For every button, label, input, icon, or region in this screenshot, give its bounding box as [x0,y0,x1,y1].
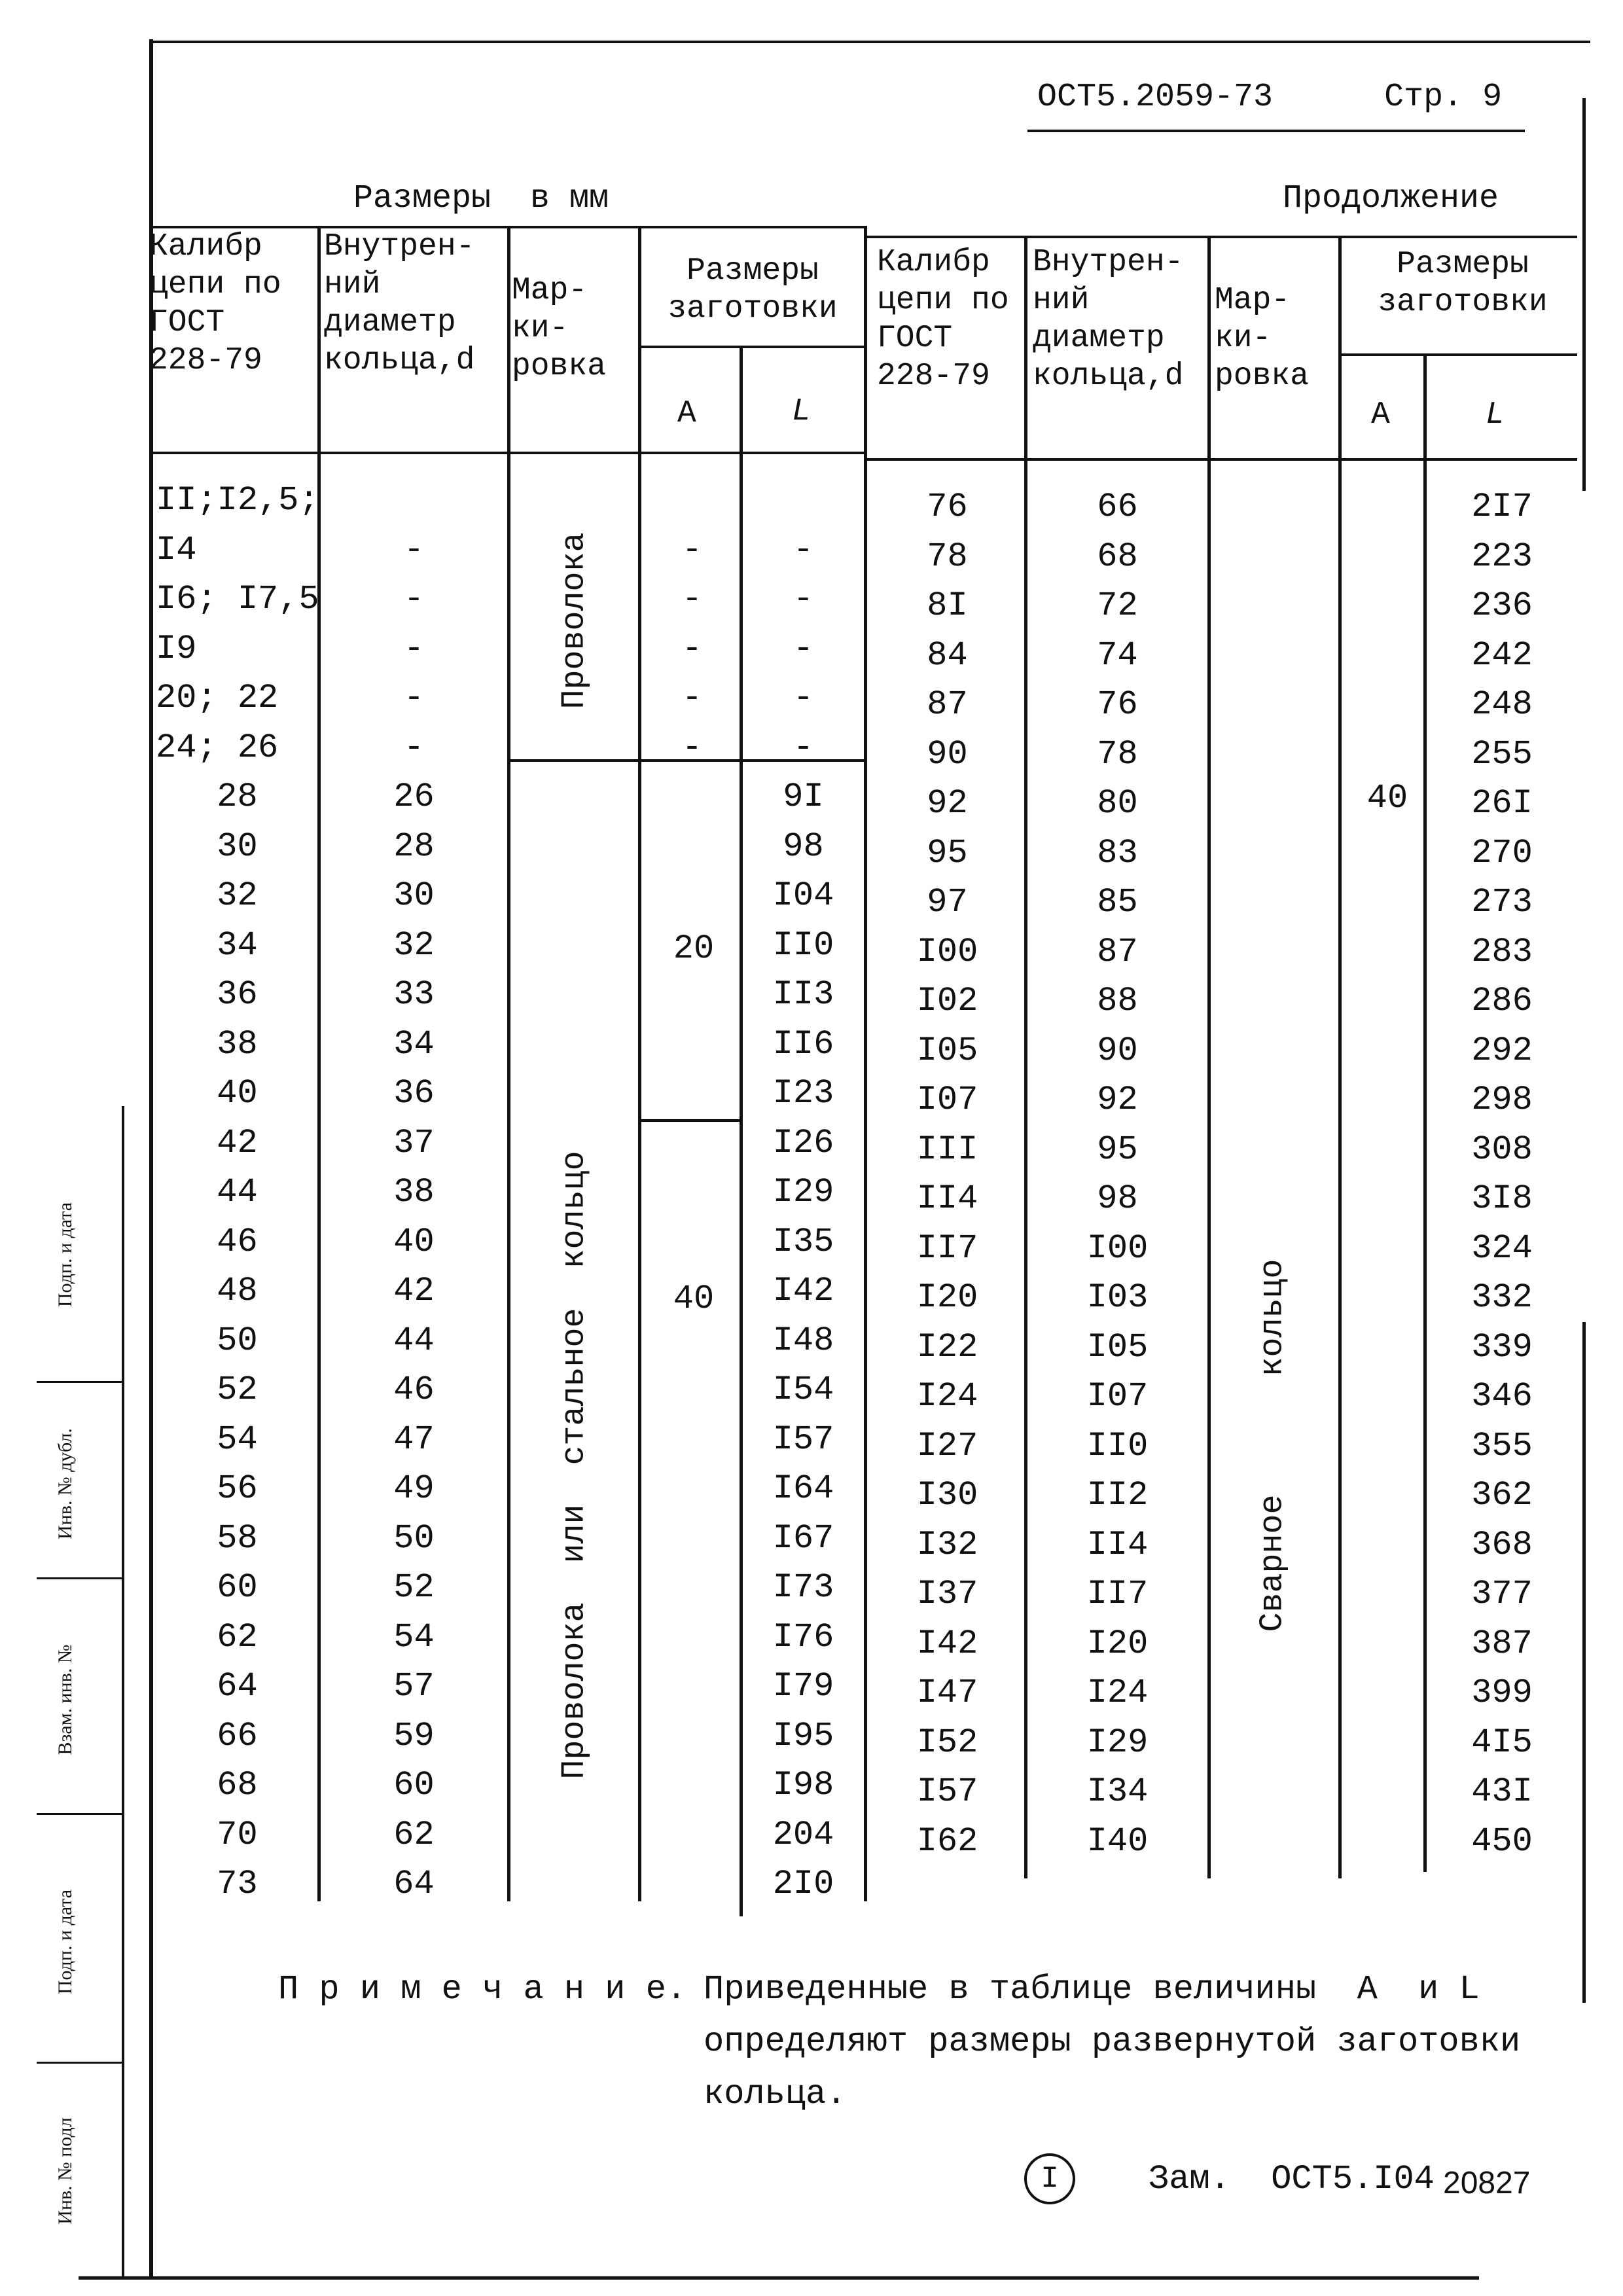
vline-marking-A [638,226,641,1901]
table-cell-L: I73 [772,1568,834,1607]
table-cell-L: 308 [1471,1130,1533,1169]
table-cell-L: 362 [1471,1476,1533,1515]
table-cell-inner-diameter: 54 [393,1617,435,1657]
table-cell-L: 355 [1471,1426,1533,1465]
table-cell-A: - [681,629,703,668]
table-cell-L: 3I8 [1471,1179,1533,1218]
table-cell-caliber: 84 [927,636,968,675]
table-cell-caliber: 62 [217,1617,258,1657]
table-cell-L: I98 [772,1766,834,1804]
A-value-right: 40 [1366,779,1408,817]
table-cell-caliber: 68 [217,1766,258,1804]
table-cell-inner-diameter: 44 [393,1321,435,1360]
table-cell-inner-diameter: 62 [393,1815,435,1854]
table-cell-inner-diameter: I34 [1086,1772,1149,1811]
blank-subheader-line-left [641,346,867,348]
table-cell-inner-diameter: 38 [393,1173,435,1211]
header-inner-diameter: Внутрен- ний диаметр кольца,d [324,229,475,378]
table-cell-inner-diameter: I05 [1086,1327,1149,1367]
A-group-divider [638,1119,743,1122]
table-cell-L: 368 [1471,1525,1533,1564]
table-cell-inner-diameter: 76 [1097,685,1138,724]
table-cell-inner-diameter: 28 [393,827,435,866]
table-cell-inner-diameter: 83 [1097,833,1138,872]
table-cell-L: 273 [1471,883,1533,922]
table-cell-L: 377 [1471,1575,1533,1613]
table-cell-caliber: I27 [916,1426,978,1465]
stamp-replacement-inv: Взам. инв. № [54,1644,76,1755]
table-cell-inner-diameter: II7 [1086,1575,1149,1613]
table-cell-L: 346 [1471,1377,1533,1416]
table-cell-caliber: I47 [916,1674,978,1712]
table-cell-L: 450 [1471,1821,1533,1861]
table-cell-L: 324 [1471,1229,1533,1268]
vline-table-divider [864,226,867,1901]
table-cell-L: II3 [772,975,834,1014]
blank-subheader-line-right [1342,353,1577,356]
table-cell-inner-diameter: 74 [1097,636,1138,675]
table-cell-L: 292 [1471,1031,1533,1070]
table-cell-L: - [793,580,814,619]
table-cell-caliber: 36 [217,975,258,1014]
table-cell-inner-diameter: 33 [393,975,435,1014]
note-text-line3: кольца. [704,2075,847,2113]
table-cell-L: 286 [1471,982,1533,1020]
table-cell-caliber: I30 [916,1476,978,1515]
document-stamp [37,1106,124,2278]
table-cell-caliber: 38 [217,1024,258,1064]
table-cell-inner-diameter: 59 [393,1716,435,1755]
table-cell-inner-diameter: - [403,530,425,569]
table-cell-caliber: 73 [217,1865,258,1903]
table-cell-caliber: 40 [217,1074,258,1113]
table-cell-A: - [681,580,703,619]
marking-wire-or-steel-ring-label: Проволока или стальное кольцо [556,1151,594,1780]
stamp-sign-date-2: Подп. и дата [54,1202,76,1308]
document-header [1037,79,1502,116]
table-cell-caliber: 20; 22 [156,679,279,717]
table-cell-inner-diameter: 60 [393,1766,435,1804]
table-cell-caliber: I6; I7,5 [156,580,319,619]
table-cell-inner-diameter: 47 [393,1420,435,1459]
note-text-line1: Приведенные в таблице величины А и L [704,1970,1480,2009]
table-cell-inner-diameter: I29 [1086,1723,1149,1762]
table-cell-inner-diameter: I20 [1086,1624,1149,1663]
table-cell-L: II0 [772,925,834,965]
note-text-line2: определяют размеры развернутой заготовки [704,2022,1521,2061]
stamp-divider [37,2062,124,2064]
table-cell-caliber: 90 [927,734,968,774]
table-cell-L: 43I [1471,1772,1533,1811]
change-number-circle: I [1024,2153,1075,2204]
table-cell-L: 223 [1471,537,1533,576]
table-cell-caliber: 56 [217,1469,258,1508]
table-cell-L: 298 [1471,1081,1533,1119]
frame-right-border [1582,98,1586,491]
table-cell-caliber: I32 [916,1525,978,1564]
table-cell-inner-diameter: 85 [1097,883,1138,922]
table-cell-inner-diameter: II4 [1086,1525,1149,1564]
table-cell-L: 2I0 [772,1865,834,1903]
table-cell-L: - [793,679,814,717]
table-cell-L: 248 [1471,685,1533,724]
table-cell-inner-diameter: I24 [1086,1674,1149,1712]
table-cell-caliber: 48 [217,1272,258,1310]
table-cell-L: 399 [1471,1674,1533,1712]
table-cell-L: I23 [772,1074,834,1113]
table-cell-L: I64 [772,1469,834,1508]
page-number: Стр. 9 [1384,79,1503,116]
table-cell-L: 332 [1471,1278,1533,1317]
table-cell-inner-diameter: - [403,728,425,767]
sizes-caption: Размеры в мм [353,180,609,217]
table-cell-inner-diameter: 36 [393,1074,435,1113]
table-cell-inner-diameter: 32 [393,925,435,965]
table-cell-caliber: II4 [916,1179,978,1218]
header-caliber-right: Калибр цепи по ГОСТ 228-79 [877,245,1009,394]
table-cell-L: I67 [772,1518,834,1558]
table-cell-caliber: 87 [927,685,968,724]
stamp-inv-duplicate: Инв. № дубл. [54,1428,76,1539]
table-cell-inner-diameter: 98 [1097,1179,1138,1218]
table-cell-caliber: 8I [927,586,968,625]
table-cell-inner-diameter: 87 [1097,932,1138,971]
table-cell-caliber: II;I2,5; [156,481,319,520]
table-cell-L: 270 [1471,833,1533,872]
table-cell-caliber: I20 [916,1278,978,1317]
continuation-caption: Продолжение [1283,180,1499,217]
table-cell-inner-diameter: 37 [393,1123,435,1162]
table-cell-caliber: 92 [927,784,968,823]
vline-r-marking-A [1338,236,1342,1878]
table-cell-caliber: 54 [217,1420,258,1459]
table-cell-L: 242 [1471,636,1533,675]
table-cell-inner-diameter: 50 [393,1518,435,1558]
stamp-inv-original: Инв. № подл [54,2117,76,2225]
A-value-group-40: 40 [673,1280,715,1318]
table-cell-inner-diameter: 80 [1097,784,1138,823]
table-cell-caliber: I62 [916,1821,978,1861]
table-cell-inner-diameter: - [403,629,425,668]
table-cell-L: I95 [772,1716,834,1755]
table-cell-L: I29 [772,1173,834,1211]
table-cell-L: 2I7 [1471,488,1533,526]
table-cell-caliber: I9 [156,629,197,668]
table-cell-caliber: 97 [927,883,968,922]
table-cell-inner-diameter: 40 [393,1222,435,1261]
table-cell-inner-diameter: - [403,580,425,619]
header-blank-sizes: Размеры заготовки [668,253,838,327]
stamp-divider [37,1381,124,1383]
table-cell-L: I35 [772,1222,834,1261]
table-cell-L: I04 [772,876,834,915]
table-cell-caliber: 42 [217,1123,258,1162]
header-L-right: L [1486,397,1505,433]
table-cell-inner-diameter: 46 [393,1371,435,1409]
table-cell-A: - [681,530,703,569]
table-top-line-right [867,236,1577,238]
table-cell-inner-diameter: 57 [393,1667,435,1706]
table-cell-caliber: I57 [916,1772,978,1811]
table-cell-L: 26I [1471,784,1533,823]
table-cell-caliber: II7 [916,1229,978,1268]
table-cell-inner-diameter: 68 [1097,537,1138,576]
table-cell-L: I57 [772,1420,834,1459]
header-marking-right: Мар- ки- ровка [1215,283,1310,394]
table-cell-inner-diameter: II0 [1086,1426,1149,1465]
table-cell-inner-diameter: 78 [1097,734,1138,774]
table-cell-L: - [793,629,814,668]
document-code: ОСТ5.2059-73 [1037,79,1274,116]
table-cell-caliber: 50 [217,1321,258,1360]
table-cell-caliber: 32 [217,876,258,915]
table-cell-caliber: I52 [916,1723,978,1762]
stamp-sign-date-1: Подп. и дата [54,1889,76,1995]
table-cell-caliber: III [916,1130,978,1169]
table-cell-caliber: I42 [916,1624,978,1663]
header-A-right: А [1371,397,1390,433]
table-cell-inner-diameter: 72 [1097,586,1138,625]
table-cell-L: 9I [783,778,824,816]
table-cell-caliber: I05 [916,1031,978,1070]
table-cell-L: I54 [772,1371,834,1409]
table-cell-caliber: I22 [916,1327,978,1367]
table-cell-caliber: 30 [217,827,258,866]
table-cell-caliber: 76 [927,488,968,526]
table-cell-caliber: 44 [217,1173,258,1211]
header-L: L [792,394,811,429]
table-cell-L: 255 [1471,734,1533,774]
table-cell-inner-diameter: I03 [1086,1278,1149,1317]
table-cell-inner-diameter: 30 [393,876,435,915]
frame-bottom-border [79,2276,1479,2280]
table-cell-caliber: 66 [217,1716,258,1755]
table-cell-inner-diameter: 92 [1097,1081,1138,1119]
table-cell-L: I26 [772,1123,834,1162]
sheet-number: 20827 [1443,2166,1531,2200]
table-cell-L: I76 [772,1617,834,1657]
table-cell-L: 283 [1471,932,1533,971]
table-cell-L: 339 [1471,1327,1533,1367]
table-cell-caliber: 95 [927,833,968,872]
table-cell-inner-diameter: 95 [1097,1130,1138,1169]
table-cell-L: 98 [783,827,824,866]
A-value-group-20: 20 [673,929,715,968]
frame-top-border [151,41,1590,43]
table-cell-inner-diameter: 88 [1097,982,1138,1020]
table-cell-inner-diameter: - [403,679,425,717]
table-cell-caliber: I24 [916,1377,978,1416]
table-cell-caliber: 60 [217,1568,258,1607]
vline-r-inner-marking [1207,236,1211,1878]
header-underline [1027,130,1525,132]
table-cell-caliber: I00 [916,932,978,971]
table-cell-caliber: 28 [217,778,258,816]
frame-right-border-lower [1582,1322,1586,2003]
header-blank-sizes-right: Размеры заготовки [1378,247,1548,320]
replacement-reference: Зам. ОСТ5.I04 [1149,2160,1435,2198]
table-cell-L: I42 [772,1272,834,1310]
header-inner-diameter-right: Внутрен- ний диаметр кольца,d [1033,245,1184,394]
table-cell-inner-diameter: II2 [1086,1476,1149,1515]
table-cell-inner-diameter: 34 [393,1024,435,1064]
table-cell-inner-diameter: I00 [1086,1229,1149,1268]
table-cell-inner-diameter: 52 [393,1568,435,1607]
table-cell-inner-diameter: I40 [1086,1821,1149,1861]
table-cell-caliber: 34 [217,925,258,965]
table-cell-caliber: I37 [916,1575,978,1613]
table-cell-caliber: I07 [916,1081,978,1119]
header-A: А [677,396,696,431]
marking-welded-ring-label: Сварное кольцо [1254,1259,1292,1632]
table-cell-A: - [681,728,703,767]
table-cell-inner-diameter: 42 [393,1272,435,1310]
stamp-divider [37,1577,124,1579]
table-cell-caliber: 24; 26 [156,728,279,767]
table-cell-caliber: 64 [217,1667,258,1706]
table-cell-L: II6 [772,1024,834,1064]
header-marking: Мар- ки- ровка [512,273,607,384]
table-cell-caliber: 52 [217,1371,258,1409]
vline-inner-marking [507,226,510,1901]
table-cell-A: - [681,679,703,717]
table-cell-caliber: I4 [156,530,197,569]
table-cell-L: - [793,530,814,569]
table-cell-caliber: I02 [916,982,978,1020]
header-caliber: Калибр цепи по ГОСТ 228-79 [149,229,281,378]
table-cell-caliber: 78 [927,537,968,576]
note-label: П р и м е ч а н и е. [278,1970,687,2009]
table-cell-L: I48 [772,1321,834,1360]
table-cell-L: 4I5 [1471,1723,1533,1762]
table-cell-L: - [793,728,814,767]
stamp-divider [37,1813,124,1815]
table-cell-inner-diameter: 66 [1097,488,1138,526]
table-cell-inner-diameter: 90 [1097,1031,1138,1070]
table-header-bottom-right [867,458,1577,461]
table-cell-inner-diameter: 49 [393,1469,435,1508]
table-cell-inner-diameter: I07 [1086,1377,1149,1416]
table-cell-inner-diameter: 26 [393,778,435,816]
table-cell-L: 204 [772,1815,834,1854]
table-cell-inner-diameter: 64 [393,1865,435,1903]
table-cell-caliber: 70 [217,1815,258,1854]
table-cell-L: 387 [1471,1624,1533,1663]
table-cell-caliber: 46 [217,1222,258,1261]
table-cell-L: 236 [1471,586,1533,625]
marking-wire-label: Проволока [556,532,594,709]
table-cell-L: I79 [772,1667,834,1706]
table-cell-caliber: 58 [217,1518,258,1558]
